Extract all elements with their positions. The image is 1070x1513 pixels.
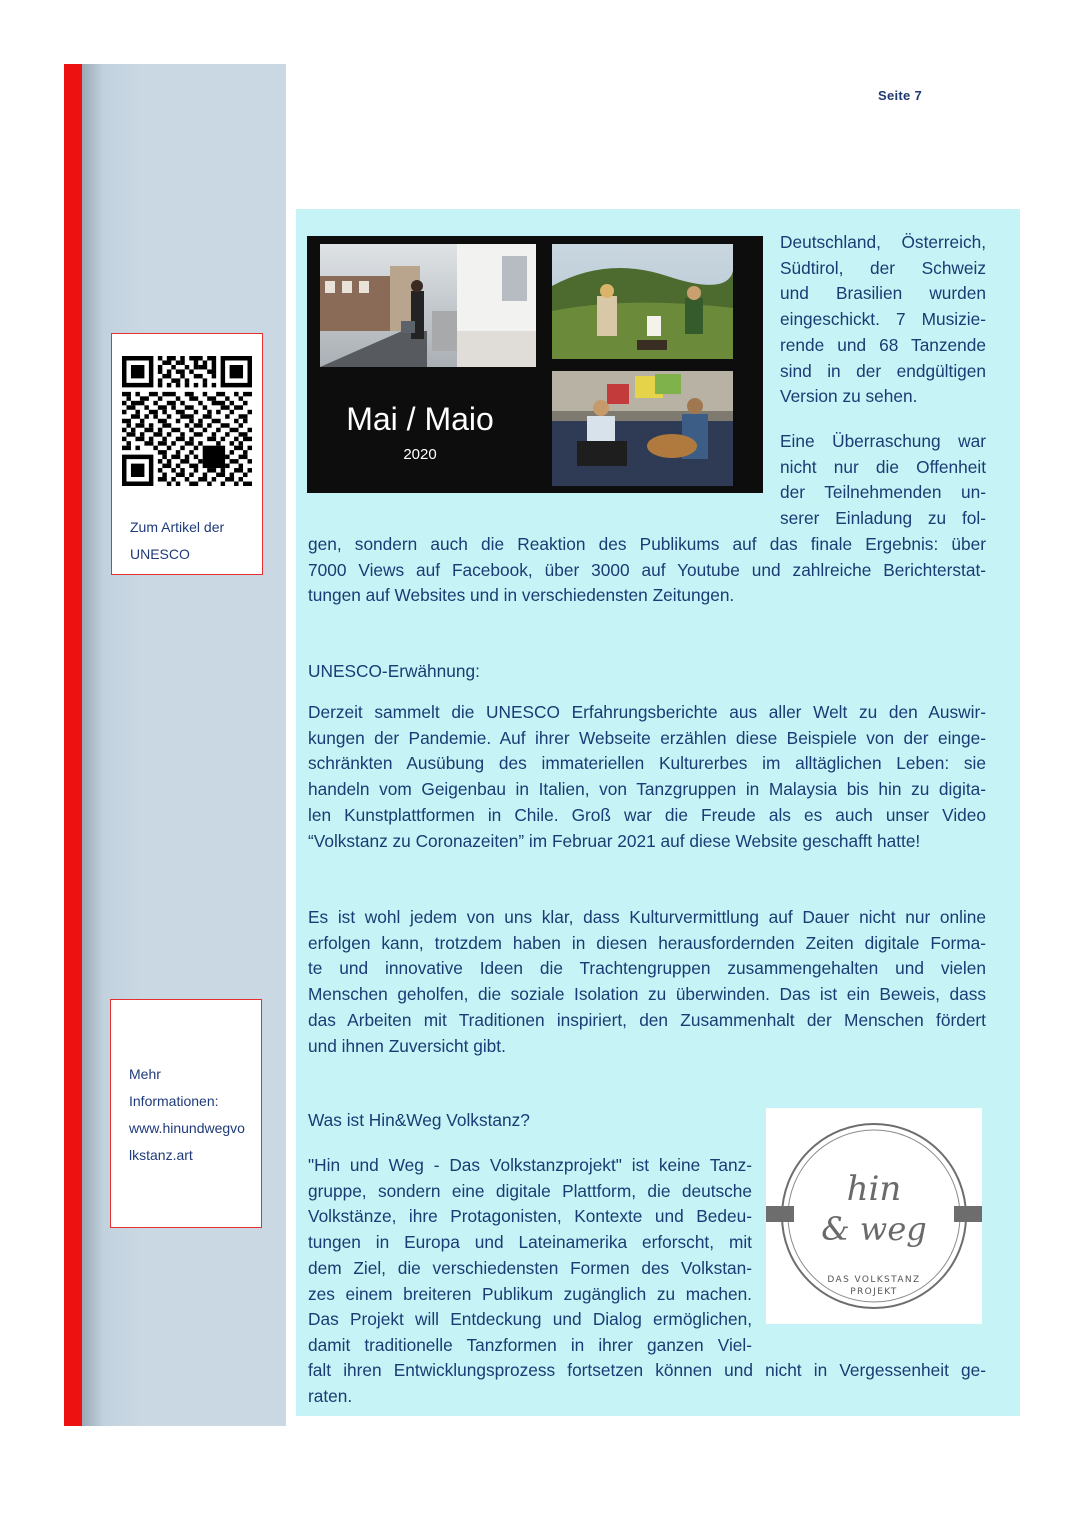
text-line: serer Einladung zu fol- bbox=[780, 508, 986, 529]
hinweg-logo-icon bbox=[766, 1108, 982, 1324]
text-line: raten. bbox=[308, 1385, 353, 1406]
text-line: “Volkstanz zu Coronazeiten” im Februar 2021 auf diese Website geschafft hatte! bbox=[308, 830, 921, 851]
logo-text-weg: & weg bbox=[821, 1210, 927, 1248]
collage-title: Mai / Maio bbox=[346, 401, 494, 437]
more-info-box bbox=[110, 999, 262, 1228]
text-line: gen, sondern auch die Reaktion des Publikums auf das finale Ergebnis: über bbox=[308, 534, 986, 554]
text-line: handeln vom Geigenbau in Italien, von Tanzgruppen in Malaysia bis hin zu digita- bbox=[308, 779, 986, 800]
text-line: und ihnen Zuversicht gibt. bbox=[308, 1035, 506, 1056]
text-line: falt ihren Entwicklungsprozess fortsetzen können und nicht in Vergessenheit ge- bbox=[308, 1360, 986, 1380]
text-line: Menschen geholfen, die soziale Isolation zu überwinden. Das ist ein Beweis, dass bbox=[308, 984, 986, 1005]
text-line: tungen in Europa und Lateinamerika erforscht, mit bbox=[308, 1232, 752, 1253]
text-line: Volkstänze, ihre Protagonisten, Kontexte und Bedeu- bbox=[308, 1206, 752, 1227]
logo-subtitle-1: DAS VOLKSTANZ bbox=[827, 1275, 921, 1285]
info-website-link-2[interactable]: lkstanz.art bbox=[129, 1147, 193, 1163]
heading-hinweg: Was ist Hin&Weg Volkstanz? bbox=[308, 1110, 530, 1130]
qr-code-box[interactable] bbox=[111, 333, 263, 575]
text-line: Südtirol, der Schweiz bbox=[780, 257, 986, 278]
red-accent-bar bbox=[64, 64, 82, 1426]
page-number: Seite 7 bbox=[878, 88, 923, 103]
logo-text-hin: hin bbox=[846, 1169, 902, 1209]
info-website-link-1[interactable]: www.hinundwegvo bbox=[129, 1120, 245, 1136]
text-line: eingeschickt. 7 Musizie- bbox=[780, 309, 986, 330]
text-line: gruppe, sondern eine digitale Plattform, die deutsche bbox=[308, 1180, 752, 1201]
text-line: te und innovative Ideen die Trachtengruppen zusammengehalten und vielen bbox=[308, 958, 986, 979]
hinweg-logo bbox=[766, 1108, 982, 1324]
text-line: nicht nur die Offenheit bbox=[780, 456, 986, 477]
text-line: und Brasilien wurden bbox=[780, 283, 986, 304]
collage-photos-icon bbox=[307, 236, 763, 493]
text-line: len Kunstplattformen in Chile. Groß war die Freude als es auch unser Video bbox=[308, 804, 986, 825]
text-line: rende und 68 Tanzende bbox=[780, 334, 986, 355]
text-line: das Arbeiten mit Traditionen inspiriert, den Zusammenhalt der Menschen fördert bbox=[308, 1009, 986, 1030]
text-line: Derzeit sammelt die UNESCO Erfahrungsberichte aus aller Welt zu den Auswir- bbox=[308, 702, 986, 722]
text-line: kungen der Pandemie. Auf ihrer Webseite erzählen diese Beispiele von der einge- bbox=[308, 727, 986, 748]
text-line: sind in der endgültigen bbox=[780, 360, 986, 381]
collage-year: 2020 bbox=[403, 446, 437, 463]
text-line: zes einem breiteren Publikum zugänglich zu machen. bbox=[308, 1283, 752, 1304]
text-line: schränkten Ausübung des immateriellen Kulturerbes im alltäglichen Leben: sie bbox=[308, 753, 986, 774]
text-line: "Hin und Weg - Das Volkstanzprojekt" ist keine Tanz- bbox=[308, 1155, 752, 1175]
photo-collage bbox=[307, 236, 763, 493]
text-line: Eine Überraschung war bbox=[780, 431, 986, 451]
heading-unesco: UNESCO-Erwähnung: bbox=[308, 661, 480, 681]
qr-caption-line-1: Zum Artikel der bbox=[130, 519, 225, 535]
qr-code-icon bbox=[122, 356, 252, 486]
text-line: dem Ziel, die verschiedensten Formen des Volkstan- bbox=[308, 1257, 752, 1278]
text-line: Version zu sehen. bbox=[780, 386, 918, 407]
text-line: Es ist wohl jedem von uns klar, dass Kulturvermittlung auf Dauer nicht nur online bbox=[308, 907, 986, 927]
text-line: Das Projekt will Entdeckung und Dialog ermöglichen, bbox=[308, 1309, 752, 1330]
text-line: tungen auf Websites und in verschiedensten Zeitungen. bbox=[308, 585, 735, 606]
text-line: Deutschland, Österreich, bbox=[780, 232, 986, 252]
text-line: der Teilnehmenden un- bbox=[780, 482, 986, 503]
qr-caption-line-2: UNESCO bbox=[130, 546, 190, 562]
text-line: 7000 Views auf Facebook, über 3000 auf Youtube und zahlreiche Berichterstat- bbox=[308, 559, 986, 580]
info-line-1: Mehr bbox=[129, 1066, 161, 1082]
logo-subtitle-2: PROJEKT bbox=[850, 1287, 898, 1297]
info-line-2: Informationen: bbox=[129, 1093, 219, 1109]
text-line: erfolgen kann, trotzdem haben in diesen herausfordernden Zeiten digitale Forma- bbox=[308, 932, 986, 953]
text-line: damit traditionelle Tanzformen in ihrer ganzen Viel- bbox=[308, 1334, 752, 1355]
